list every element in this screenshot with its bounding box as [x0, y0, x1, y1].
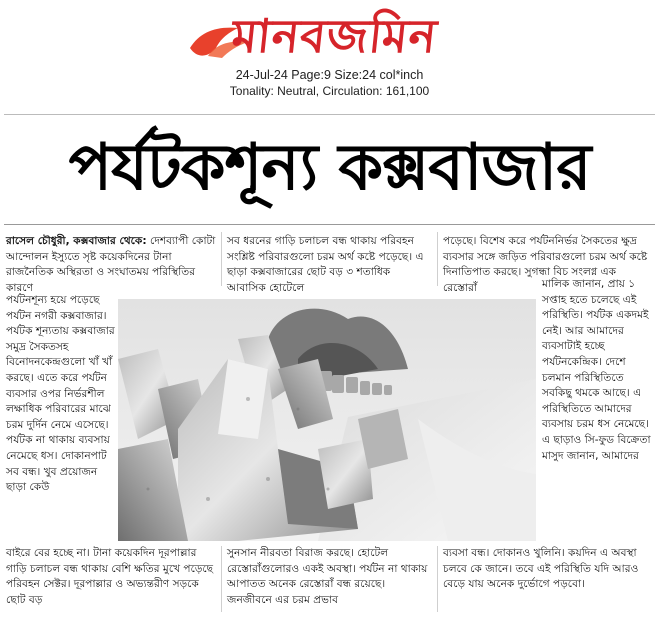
- column-separator: [437, 232, 438, 286]
- tonality-circulation: Tonality: Neutral, Circulation: 161,100: [229, 84, 430, 98]
- paragraph: সুনসান নীরবতা বিরাজ করছে। হোটেল রেস্তোরাঁগুলোরও একই অবস্থা। পর্যটন না থাকায় আপাতত অনেক রেস্তোরাঁ বন্ধ রয়েছে। জনজীবনে এর চরম প্রভাব: [227, 547, 428, 606]
- newspaper-logo: মানবজমিন: [229, 9, 441, 63]
- paragraph: পড়েছে। বিশেষ করে পর্যটননির্ভর সৈকতের ক্ষুদ্র ব্যবসার সঙ্গে জড়িত পরিবারগুলো চরম অর্থ কষ্টে দিনাতিপাত করছে। সুগন্ধা বিচ সংলগ্ন এক রেস্তোরাঁ: [443, 235, 648, 294]
- masthead: [0, 0, 659, 96]
- paragraph: বাইরে বের হচ্ছে না। টানা কয়েকদিন দূরপাল্লার গাড়ি চলাচল বন্ধ থাকায় বেশি ক্ষতির মুখে পড়েছে পরিবহন সেক্টর। দূরপাল্লার ও অভ্যন্তরীণ সড়কে ছোট বড়: [6, 547, 214, 606]
- paragraph: মালিক জানান, প্রায় ১ সপ্তাহ হতে চলেছে এই পরিস্থিতি। পর্যটক একদমই নেই। আর আমাদের ব্যবসাটাই হচ্ছে পর্যটনকেন্দ্রিক। দেশে চলমান পরিস্থিতিতে সবকিছু থমকে আছে। এ পরিস্থিতিতে আমাদের ব্যবসায় চরম ধস নেমেছে। এ ছাড়াও সি-ফুড বিক্রেতা মাসুদ জানান, আমাদের: [542, 278, 651, 462]
- article-column-2-bottom: [227, 546, 431, 608]
- headline: পর্যটকশূন্য কক্সবাজার: [68, 131, 591, 205]
- divider: [4, 114, 655, 115]
- divider: [4, 224, 655, 225]
- article-column-3-narrow: [542, 277, 652, 464]
- paragraph: সব ধরনের গাড়ি চলাচল বন্ধ থাকায় পরিবহন সংশ্লিষ্ট পরিবারগুলো চরম অর্থ কষ্টে পড়েছে। এ ছাড়া কক্সবাজারের ছোট বড় ৩ শতাধিক আবাসিক হোটেলে: [227, 235, 424, 294]
- paragraph: ব্যবসা বন্ধ। দোকানও খুলিনি। কয়দিন এ অবস্থা চলবে কে জানে। তবে এই পরিস্থিতি যদি আরও বেড়ে যায় অনেক দুর্ভোগে পড়বো।: [443, 547, 639, 591]
- article-column-1-bottom: [6, 546, 216, 608]
- byline: রাসেল চৌধুরী, কক্সবাজার থেকে:: [6, 235, 147, 247]
- paragraph: দেশব্যাপী কোটা আন্দোলন ইস্যুতে সৃষ্ট কয়েকদিনের টানা রাজনৈতিক অস্থিরতা ও সংঘাতময় পরিস্থিতির কারণে: [6, 235, 216, 294]
- article-column-3-bottom: [443, 546, 651, 593]
- column-separator: [221, 232, 222, 286]
- article-column-2-top: [227, 234, 431, 296]
- column-separator: [437, 546, 438, 612]
- column-separator: [221, 546, 222, 612]
- clipping-info: 24-Jul-24 Page:9 Size:24 col*inch: [235, 68, 424, 82]
- article-column-1-narrow: [6, 293, 116, 496]
- beach-tetrapods-photo: [118, 299, 536, 541]
- article-column-1-top: [6, 234, 216, 296]
- paragraph: পর্যটনশূন্য হয়ে পড়েছে পর্যটন নগরী কক্সবাজার। পর্যটক শূন্যতায় কক্সবাজার সমুদ্র সৈকতসহ বিনোদনকেন্দ্রগুলো খাঁ খাঁ করছে। এতে করে পর্যটন ব্যবসার ওপর নির্ভরশীল লক্ষাধিক পরিবারের মাঝে চরম দুর্দিন নেমে এসেছে। পর্যটক না থাকায় ব্যবসায় নেমেছে ধস। দোকানপাট সব বন্ধ। খুব প্রয়োজন ছাড়া কেউ: [6, 294, 115, 494]
